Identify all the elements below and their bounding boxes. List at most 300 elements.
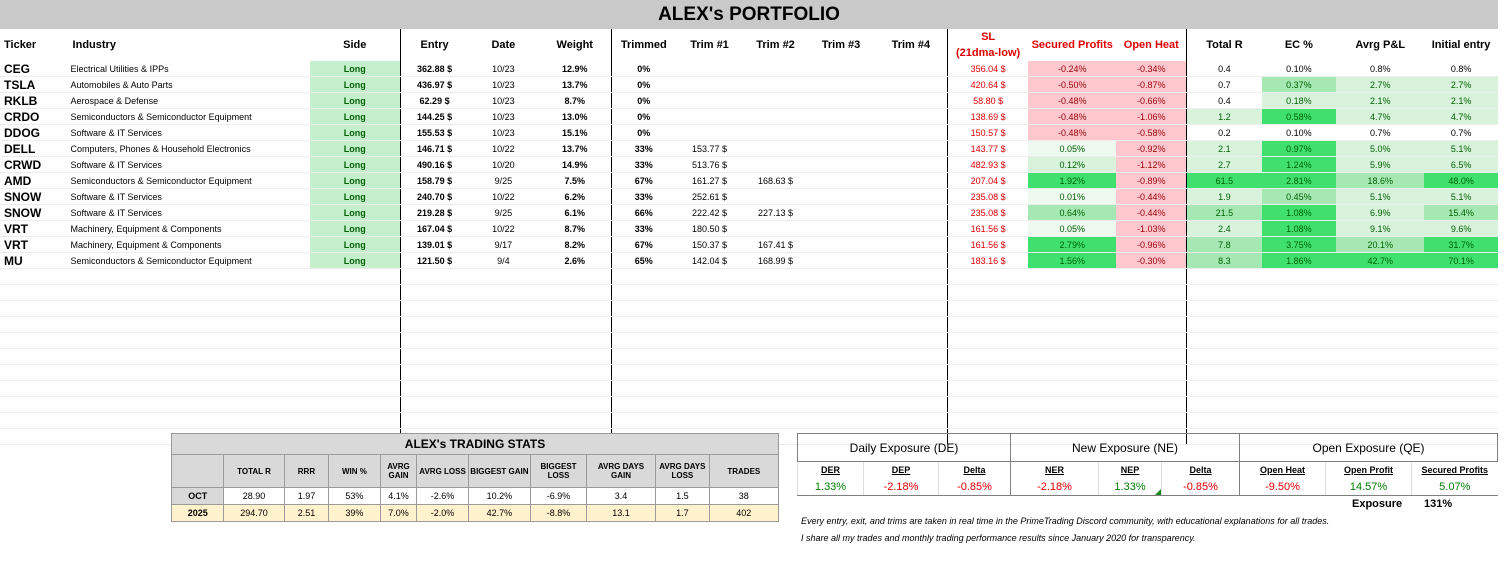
empty-cell [1028,285,1116,301]
empty-cell [0,333,69,349]
empty-cell [69,301,310,317]
empty-cell [612,317,675,333]
exposure-value [1412,478,1498,496]
trading-stats-title: ALEX's TRADING STATS [172,434,779,455]
cell-t3 [807,173,875,189]
cell-sp: 0.05% [1028,141,1116,157]
cell-trimmed: 33% [612,189,675,205]
exposure-value-text: 1.33% [814,480,847,493]
stats-value: 42.7% [468,505,530,522]
cell-industry: Semiconductors & Semiconductor Equipment [69,173,310,189]
empty-cell [744,285,807,301]
cell-weight: 13.0% [538,109,612,125]
cell-t3 [807,253,875,269]
cell-t4 [875,221,948,237]
cell-t4 [875,109,948,125]
cell-ie: 70.1% [1424,253,1498,269]
cell-t3 [807,221,875,237]
cell-t4 [875,253,948,269]
cell-ec: 0.58% [1262,109,1337,125]
column-header: Initial entry [1424,29,1498,61]
stats-value: -8.8% [531,505,587,522]
empty-cell [1262,317,1337,333]
cell-oh: -0.89% [1116,173,1187,189]
empty-cell [875,413,948,429]
stats-column-header: TOTAL R [224,455,284,488]
cell-date: 10/22 [469,189,539,205]
cell-oh: -1.06% [1116,109,1187,125]
empty-cell [875,349,948,365]
exposure-value-text: -9.50% [1265,480,1300,493]
cell-pl: 4.7% [1336,109,1424,125]
cell-ticker: AMD [0,173,69,189]
column-header: Trim #4 [875,29,948,61]
empty-cell [675,269,744,285]
column-header: SL (21dma-low) [947,29,1028,61]
empty-cell [400,381,469,397]
cell-t3 [807,77,875,93]
cell-industry: Aerospace & Defense [69,93,310,109]
column-header: Trim #3 [807,29,875,61]
empty-cell [310,317,400,333]
cell-entry: 436.97 $ [400,77,469,93]
empty-cell [400,317,469,333]
cell-t2: 167.41 $ [744,237,807,253]
cell-ec: 0.10% [1262,61,1337,77]
empty-cell [612,365,675,381]
cell-trimmed: 0% [612,93,675,109]
cell-t4 [875,157,948,173]
cell-oh: -1.12% [1116,157,1187,173]
empty-cell [1424,413,1498,429]
exposure-total-value: 131% [1424,498,1453,510]
stats-row [172,505,779,522]
empty-cell [1028,269,1116,285]
empty-cell [1336,381,1424,397]
cell-ticker: SNOW [0,205,69,221]
cell-sl: 235.08 $ [947,189,1028,205]
cell-ticker: CRDO [0,109,69,125]
cell-entry: 362.88 $ [400,61,469,77]
exposure-value [1011,478,1099,496]
empty-cell [744,301,807,317]
empty-cell [675,317,744,333]
empty-cell [469,397,539,413]
empty-cell [744,333,807,349]
empty-cell [875,285,948,301]
empty-cell [1187,285,1262,301]
cell-side: Long [310,237,400,253]
empty-cell [538,365,612,381]
column-header: Industry [69,29,310,61]
cell-t1 [675,93,744,109]
empty-cell [1424,349,1498,365]
column-header: Date [469,29,539,61]
cell-t4 [875,141,948,157]
cell-ticker: CRWD [0,157,69,173]
cell-ec: 0.97% [1262,141,1337,157]
cell-t2 [744,189,807,205]
empty-row [0,413,1498,429]
empty-cell [69,317,310,333]
column-header: Side [310,29,400,61]
empty-cell [875,365,948,381]
cell-tr: 8.3 [1187,253,1262,269]
cell-t4 [875,125,948,141]
empty-cell [612,269,675,285]
empty-cell [538,301,612,317]
empty-cell [612,349,675,365]
cell-t1: 161.27 $ [675,173,744,189]
stats-column-header: RRR [284,455,329,488]
exposure-value-text: -0.85% [957,480,992,493]
cell-sp: -0.48% [1028,93,1116,109]
cell-weight: 12.9% [538,61,612,77]
cell-industry: Software & IT Services [69,205,310,221]
column-header: Trimmed [612,29,675,61]
empty-cell [1028,397,1116,413]
cell-sl: 356.04 $ [947,61,1028,77]
empty-cell [1028,349,1116,365]
cell-t1: 150.37 $ [675,237,744,253]
exposure-value [864,478,939,496]
empty-cell [612,397,675,413]
cell-side: Long [310,157,400,173]
empty-cell [538,333,612,349]
empty-cell [1187,397,1262,413]
empty-row [0,317,1498,333]
stats-value: 7.0% [380,505,417,522]
cell-t3 [807,141,875,157]
stats-value: 53% [329,488,380,505]
empty-cell [469,285,539,301]
cell-t2 [744,61,807,77]
cell-sp: -0.24% [1028,61,1116,77]
empty-cell [1262,301,1337,317]
stats-value: 13.1 [586,505,655,522]
cell-tr: 21.5 [1187,205,1262,221]
empty-cell [1116,381,1187,397]
cell-ticker: SNOW [0,189,69,205]
column-header: Weight [538,29,612,61]
cell-ie: 5.1% [1424,189,1498,205]
empty-row [0,333,1498,349]
empty-cell [0,317,69,333]
column-header: Entry [400,29,469,61]
cell-tr: 7.8 [1187,237,1262,253]
cell-pl: 2.1% [1336,93,1424,109]
position-row [0,253,1498,269]
stats-column-header: AVRG LOSS [417,455,468,488]
empty-cell [1336,333,1424,349]
cell-t2 [744,125,807,141]
cell-date: 10/23 [469,109,539,125]
column-header: Total R [1187,29,1262,61]
stats-column-header: WIN % [329,455,380,488]
empty-row [0,381,1498,397]
empty-cell [69,349,310,365]
cell-date: 10/20 [469,157,539,173]
cell-pl: 5.0% [1336,141,1424,157]
cell-pl: 5.9% [1336,157,1424,173]
empty-cell [538,269,612,285]
empty-cell [1424,317,1498,333]
cell-t1: 252.61 $ [675,189,744,205]
portfolio-title: ALEX's PORTFOLIO [0,0,1498,30]
cell-sp: -0.48% [1028,125,1116,141]
cell-weight: 15.1% [538,125,612,141]
empty-cell [1116,349,1187,365]
empty-cell [1028,317,1116,333]
empty-cell [1116,317,1187,333]
empty-cell [1187,333,1262,349]
cell-weight: 8.7% [538,221,612,237]
empty-cell [675,397,744,413]
daily-exposure-header: Daily Exposure (DE) [798,434,1011,462]
empty-cell [744,381,807,397]
empty-cell [1262,333,1337,349]
cell-sl: 143.77 $ [947,141,1028,157]
column-header: Ticker [0,29,69,61]
cell-entry: 167.04 $ [400,221,469,237]
cell-industry: Semiconductors & Semiconductor Equipment [69,253,310,269]
cell-sl: 420.64 $ [947,77,1028,93]
stats-column-header: BIGGEST GAIN [468,455,530,488]
exposure-label: Secured Profits [1412,462,1498,479]
empty-cell [1262,349,1337,365]
cell-t4 [875,61,948,77]
cell-weight: 14.9% [538,157,612,173]
cell-side: Long [310,205,400,221]
empty-cell [947,285,1028,301]
cell-trimmed: 65% [612,253,675,269]
empty-cell [1424,269,1498,285]
cell-date: 10/22 [469,221,539,237]
empty-cell [400,333,469,349]
empty-cell [947,301,1028,317]
empty-cell [400,349,469,365]
empty-cell [1424,285,1498,301]
stats-value: 402 [709,505,778,522]
column-header: Secured Profits [1028,29,1116,61]
cell-side: Long [310,77,400,93]
empty-cell [469,349,539,365]
empty-cell [1262,397,1337,413]
cell-weight: 7.5% [538,173,612,189]
cell-tr: 2.4 [1187,221,1262,237]
stats-value: -2.0% [417,505,468,522]
empty-cell [69,381,310,397]
empty-cell [0,349,69,365]
cell-pl: 20.1% [1336,237,1424,253]
cell-t1: 142.04 $ [675,253,744,269]
empty-cell [310,413,400,429]
empty-cell [310,397,400,413]
empty-cell [69,365,310,381]
cell-weight: 8.7% [538,93,612,109]
cell-t3 [807,125,875,141]
position-row [0,93,1498,109]
cell-weight: 13.7% [538,141,612,157]
cell-ec: 1.86% [1262,253,1337,269]
empty-cell [310,285,400,301]
cell-ec: 0.10% [1262,125,1337,141]
empty-cell [400,269,469,285]
empty-cell [612,381,675,397]
empty-cell [1187,317,1262,333]
cell-ticker: VRT [0,221,69,237]
stats-value: 39% [329,505,380,522]
cell-sl: 207.04 $ [947,173,1028,189]
empty-cell [1187,381,1262,397]
empty-cell [947,317,1028,333]
cell-ec: 0.45% [1262,189,1337,205]
cell-date: 10/22 [469,141,539,157]
position-row [0,61,1498,77]
new-exposure-header: New Exposure (NE) [1011,434,1240,462]
empty-cell [538,349,612,365]
empty-cell [1116,301,1187,317]
empty-cell [947,413,1028,429]
cell-t1 [675,109,744,125]
cell-tr: 2.1 [1187,141,1262,157]
empty-cell [1028,381,1116,397]
stats-row-label: 2025 [172,505,224,522]
empty-cell [675,285,744,301]
cell-oh: -0.58% [1116,125,1187,141]
empty-cell [947,349,1028,365]
empty-cell [744,317,807,333]
empty-cell [675,413,744,429]
empty-cell [1116,333,1187,349]
cell-side: Long [310,109,400,125]
empty-cell [675,381,744,397]
empty-cell [469,269,539,285]
cell-weight: 6.2% [538,189,612,205]
empty-cell [1028,333,1116,349]
cell-sl: 482.93 $ [947,157,1028,173]
empty-cell [310,349,400,365]
cell-t2 [744,109,807,125]
empty-cell [1028,365,1116,381]
exposure-total-label: Exposure [1352,498,1403,510]
cell-entry: 155.53 $ [400,125,469,141]
header-row [0,29,1498,61]
empty-cell [0,301,69,317]
empty-cell [1336,413,1424,429]
empty-cell [744,349,807,365]
empty-cell [1116,397,1187,413]
cell-date: 10/23 [469,61,539,77]
position-row [0,189,1498,205]
exposure-value-text: 1.33% [1114,480,1146,493]
exposure-label: NEP [1099,462,1162,479]
cell-pl: 6.9% [1336,205,1424,221]
cell-sl: 183.16 $ [947,253,1028,269]
empty-cell [807,333,875,349]
cell-weight: 8.2% [538,237,612,253]
exposure-value [1326,478,1412,496]
cell-t4 [875,93,948,109]
cell-ie: 9.6% [1424,221,1498,237]
cell-entry: 121.50 $ [400,253,469,269]
cell-sl: 161.56 $ [947,237,1028,253]
cell-t3 [807,109,875,125]
cell-entry: 158.79 $ [400,173,469,189]
cell-sp: 0.12% [1028,157,1116,173]
empty-cell [400,365,469,381]
cell-trimmed: 33% [612,157,675,173]
cell-t1: 180.50 $ [675,221,744,237]
cell-ticker: DDOG [0,125,69,141]
cell-side: Long [310,141,400,157]
cell-ticker: TSLA [0,77,69,93]
empty-cell [875,397,948,413]
stats-value: 2.51 [284,505,329,522]
cell-ec: 1.08% [1262,221,1337,237]
stats-column-header: AVRG GAIN [380,455,417,488]
exposure-table [797,433,1498,496]
cell-industry: Machinery, Equipment & Components [69,221,310,237]
empty-cell [0,381,69,397]
position-row [0,237,1498,253]
cell-oh: -0.87% [1116,77,1187,93]
position-row [0,173,1498,189]
cell-pl: 5.1% [1336,189,1424,205]
portfolio-table [0,29,1498,445]
cell-entry: 490.16 $ [400,157,469,173]
exposure-value-text: 5.07% [1439,480,1471,493]
empty-cell [1336,317,1424,333]
cell-side: Long [310,189,400,205]
empty-cell [1028,413,1116,429]
empty-cell [469,381,539,397]
cell-ticker: VRT [0,237,69,253]
cell-side: Long [310,173,400,189]
cell-industry: Automobiles & Auto Parts [69,77,310,93]
stats-value: 10.2% [468,488,530,505]
empty-cell [807,365,875,381]
cell-date: 10/23 [469,93,539,109]
cell-ie: 5.1% [1424,141,1498,157]
empty-cell [744,365,807,381]
stats-value: 294.70 [224,505,284,522]
cell-ticker: RKLB [0,93,69,109]
empty-cell [1187,301,1262,317]
empty-cell [1424,397,1498,413]
empty-row [0,397,1498,413]
stats-row [172,488,779,505]
exposure-value [939,478,1011,496]
cell-tr: 0.4 [1187,61,1262,77]
empty-cell [310,269,400,285]
cell-date: 10/23 [469,125,539,141]
empty-cell [69,413,310,429]
cell-tr: 0.7 [1187,77,1262,93]
empty-cell [807,269,875,285]
empty-cell [69,269,310,285]
cell-industry: Software & IT Services [69,125,310,141]
column-header: Trim #1 [675,29,744,61]
empty-cell [1424,301,1498,317]
empty-cell [1336,301,1424,317]
empty-cell [1116,413,1187,429]
cell-weight: 6.1% [538,205,612,221]
empty-cell [1116,365,1187,381]
empty-cell [947,397,1028,413]
cell-t4 [875,189,948,205]
exposure-value [1099,478,1162,496]
